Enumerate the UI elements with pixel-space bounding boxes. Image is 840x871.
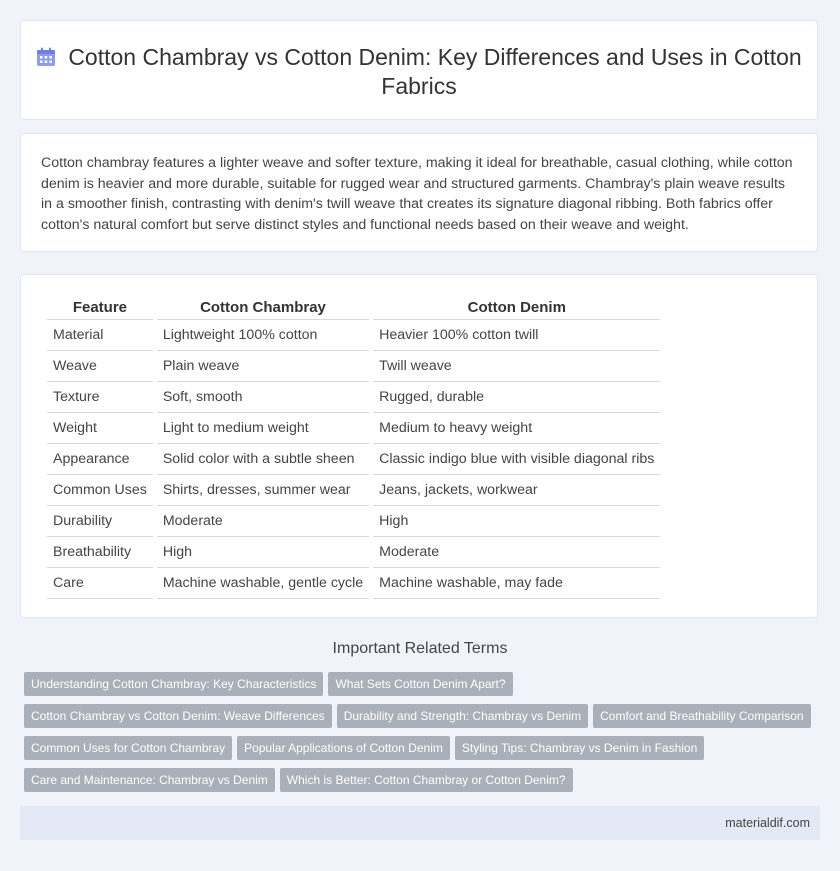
cell-chambray: Soft, smooth — [157, 382, 369, 413]
cell-denim: Jeans, jackets, workwear — [373, 475, 660, 506]
table-header-row — [47, 295, 660, 320]
table-row — [47, 475, 660, 506]
table-row — [47, 444, 660, 475]
cell-feature: Care — [47, 568, 153, 599]
related-term-link[interactable]: Understanding Cotton Chambray: Key Characteristics — [24, 672, 323, 696]
comparison-card — [20, 274, 818, 618]
cell-chambray: Machine washable, gentle cycle — [157, 568, 369, 599]
related-term-link[interactable]: Popular Applications of Cotton Denim — [237, 736, 450, 760]
header-chambray: Cotton Chambray — [157, 295, 369, 320]
cell-feature: Texture — [47, 382, 153, 413]
footer-site[interactable]: materialdif.com — [725, 816, 810, 830]
cell-feature: Appearance — [47, 444, 153, 475]
cell-feature: Weave — [47, 351, 153, 382]
cell-chambray: Plain weave — [157, 351, 369, 382]
title-card — [20, 20, 818, 120]
cell-feature: Material — [47, 320, 153, 351]
table-row — [47, 320, 660, 351]
cell-feature: Common Uses — [47, 475, 153, 506]
cell-denim: Twill weave — [373, 351, 660, 382]
page-title-wrap — [21, 43, 817, 101]
related-term-link[interactable]: Durability and Strength: Chambray vs Denim — [337, 704, 588, 728]
header-feature: Feature — [47, 295, 153, 320]
related-terms-list — [24, 672, 824, 800]
cell-chambray: Light to medium weight — [157, 413, 369, 444]
cell-feature: Durability — [47, 506, 153, 537]
footer — [20, 806, 820, 840]
intro-paragraph: Cotton chambray features a lighter weave and softer texture, making it ideal for breathable, casual clothing, while cotton denim is heavier and more durable, suitable for rugged wear and structured garments. Chambray's plain weave results in a smoother finish, contrasting with denim's twill weave that creates its signature diagonal ribbing. Both fabrics offer cotton's natural comfort but serve distinct styles and functional needs based on their weave and weight. — [41, 155, 793, 233]
cell-denim: Classic indigo blue with visible diagonal ribs — [373, 444, 660, 475]
cell-feature: Weight — [47, 413, 153, 444]
cell-chambray: Shirts, dresses, summer wear — [157, 475, 369, 506]
related-terms-heading: Important Related Terms — [332, 640, 508, 657]
cell-chambray: Moderate — [157, 506, 369, 537]
related-term-link[interactable]: Care and Maintenance: Chambray vs Denim — [24, 768, 275, 792]
cell-denim: Heavier 100% cotton twill — [373, 320, 660, 351]
tag-row — [24, 736, 824, 768]
cell-denim: Machine washable, may fade — [373, 568, 660, 599]
tag-row — [24, 704, 824, 736]
cell-feature: Breathability — [47, 537, 153, 568]
cell-denim: Moderate — [373, 537, 660, 568]
table-row — [47, 568, 660, 599]
table-row — [47, 351, 660, 382]
cell-chambray: Solid color with a subtle sheen — [157, 444, 369, 475]
intro-card — [20, 133, 818, 252]
cell-denim: Medium to heavy weight — [373, 413, 660, 444]
comparison-table — [43, 295, 664, 599]
tag-row — [24, 768, 824, 800]
related-term-link[interactable]: What Sets Cotton Denim Apart? — [328, 672, 512, 696]
related-term-link[interactable]: Styling Tips: Chambray vs Denim in Fashion — [455, 736, 704, 760]
table-row — [47, 537, 660, 568]
calendar-icon — [36, 47, 56, 67]
cell-chambray: High — [157, 537, 369, 568]
cell-denim: Rugged, durable — [373, 382, 660, 413]
related-term-link[interactable]: Comfort and Breathability Comparison — [593, 704, 810, 728]
table-row — [47, 413, 660, 444]
page-title: Cotton Chambray vs Cotton Denim: Key Differences and Uses in Cotton Fabrics — [68, 44, 802, 99]
cell-chambray: Lightweight 100% cotton — [157, 320, 369, 351]
header-denim: Cotton Denim — [373, 295, 660, 320]
related-term-link[interactable]: Cotton Chambray vs Cotton Denim: Weave Differences — [24, 704, 332, 728]
table-row — [47, 506, 660, 537]
cell-denim: High — [373, 506, 660, 537]
related-term-link[interactable]: Common Uses for Cotton Chambray — [24, 736, 232, 760]
table-row — [47, 382, 660, 413]
related-term-link[interactable]: Which is Better: Cotton Chambray or Cotton Denim? — [280, 768, 573, 792]
tag-row — [24, 672, 824, 704]
